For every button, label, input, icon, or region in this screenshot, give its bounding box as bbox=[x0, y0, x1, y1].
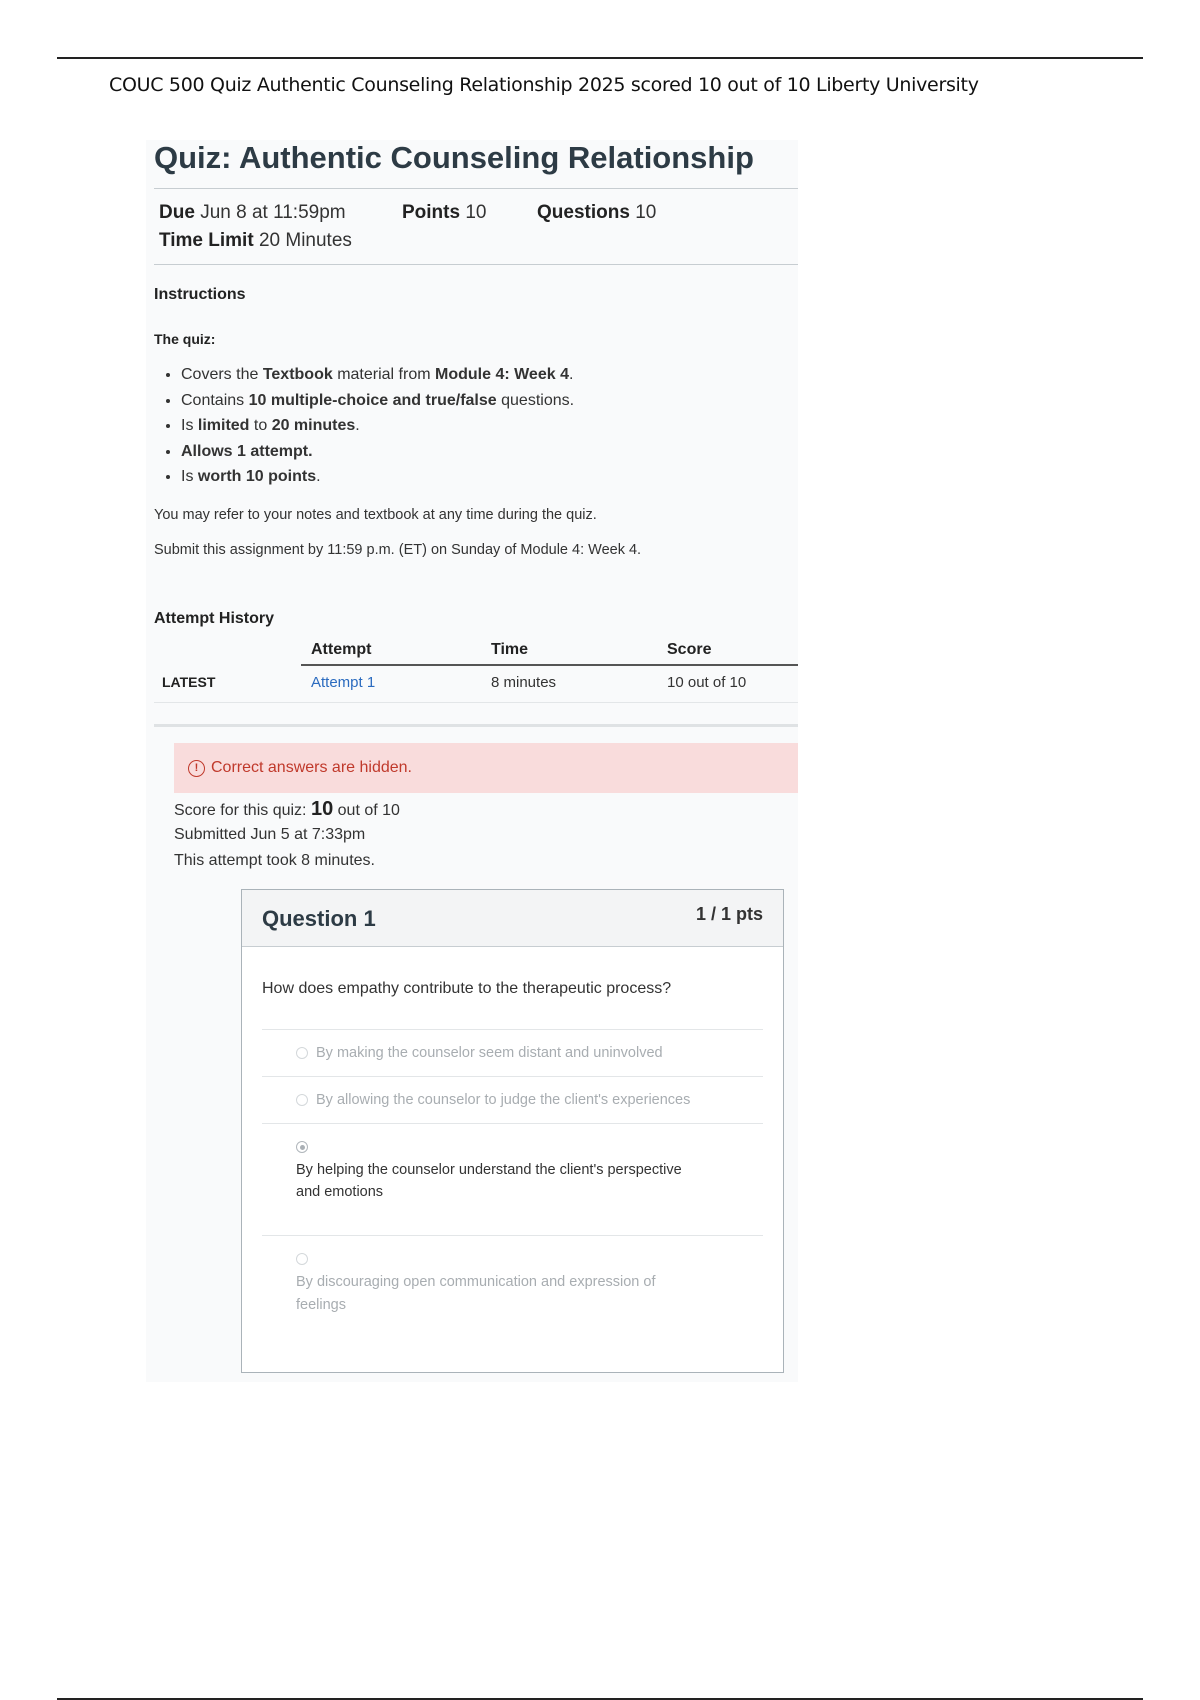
hidden-answers-alert bbox=[174, 743, 798, 793]
option-3-text: By helping the counselor understand the client's perspective and emotions bbox=[296, 1162, 682, 1200]
bullet-textbook: • Covers the Textbook material from Module 4: Week 4. bbox=[181, 362, 574, 388]
quiz-screenshot bbox=[146, 140, 798, 1382]
time-limit-value: 20 Minutes bbox=[258, 230, 352, 251]
meta-divider bbox=[154, 264, 798, 265]
submitted-date: Submitted Jun 5 at 7:33pm bbox=[174, 826, 366, 843]
option-3-radio[interactable] bbox=[296, 1141, 308, 1153]
score-value: 10 bbox=[310, 798, 334, 820]
option-2-text: By allowing the counselor to judge the client's experiences bbox=[316, 1092, 691, 1108]
bullet-question-types: • Contains 10 multiple-choice and true/false questions. bbox=[181, 388, 574, 414]
questions-meta bbox=[537, 202, 656, 224]
instructions-list bbox=[154, 362, 574, 490]
option-divider bbox=[262, 1123, 763, 1124]
question-header bbox=[242, 890, 783, 947]
option-1-text: By making the counselor seem distant and uninvolved bbox=[316, 1045, 663, 1061]
col-attempt: Attempt bbox=[311, 641, 372, 658]
title-divider bbox=[154, 188, 798, 189]
question-card bbox=[241, 889, 784, 1373]
bullet-attempts: • Allows 1 attempt. bbox=[181, 439, 574, 465]
option-4-radio[interactable] bbox=[296, 1253, 308, 1265]
notes-permission: You may refer to your notes and textbook at any time during the quiz. bbox=[154, 507, 597, 523]
option-divider bbox=[262, 1076, 763, 1077]
option-divider bbox=[262, 1235, 763, 1236]
attempt-duration: This attempt took 8 minutes. bbox=[174, 852, 375, 869]
alert-text: Correct answers are hidden. bbox=[211, 759, 412, 776]
attempt-time: 8 minutes bbox=[491, 674, 557, 691]
question-title: Question 1 bbox=[262, 906, 376, 931]
option-4-text: By discouraging open communication and expression of feelings bbox=[296, 1274, 656, 1313]
quiz-title: Quiz: Authentic Counseling Relationship bbox=[154, 140, 754, 175]
col-score: Score bbox=[667, 641, 712, 658]
option-1-radio[interactable] bbox=[296, 1047, 308, 1059]
option-divider bbox=[262, 1029, 763, 1030]
section-divider bbox=[154, 724, 798, 727]
points-label: Points bbox=[402, 202, 461, 223]
attempt-1-link[interactable]: Attempt 1 bbox=[311, 674, 376, 691]
quiz-score: Score for this quiz: 10 out of 10 bbox=[174, 798, 400, 820]
instructions-heading: Instructions bbox=[154, 286, 246, 303]
option-2-radio[interactable] bbox=[296, 1094, 308, 1106]
due-value: Jun 8 at 11:59pm bbox=[200, 202, 346, 223]
due-date bbox=[159, 202, 346, 224]
time-limit-label: Time Limit bbox=[159, 230, 254, 251]
due-label: Due bbox=[159, 202, 195, 223]
table-row-border bbox=[154, 702, 798, 703]
question-text: How does empathy contribute to the therapeutic process? bbox=[262, 980, 672, 997]
info-circle-icon: ! bbox=[188, 760, 205, 777]
top-rule bbox=[57, 57, 1143, 59]
latest-tag: LATEST bbox=[162, 674, 216, 690]
time-limit bbox=[159, 230, 352, 252]
question-points: 1 / 1 pts bbox=[695, 904, 763, 924]
col-time: Time bbox=[491, 641, 529, 658]
attempt-history-heading: Attempt History bbox=[154, 610, 275, 627]
points-meta bbox=[402, 202, 486, 224]
questions-value: 10 bbox=[635, 202, 657, 223]
document-header: COUC 500 Quiz Authentic Counseling Relationship 2025 scored 10 out of 10 Liberty University bbox=[109, 74, 979, 96]
table-header-border bbox=[301, 664, 798, 666]
attempt-score: 10 out of 10 bbox=[667, 674, 747, 691]
bullet-time-limit: • Is limited to 20 minutes. bbox=[181, 413, 574, 439]
questions-label: Questions bbox=[537, 202, 630, 223]
submission-deadline: Submit this assignment by 11:59 p.m. (ET) on Sunday of Module 4: Week 4. bbox=[154, 542, 642, 558]
quiz-subheading: The quiz: bbox=[154, 331, 216, 347]
points-value: 10 bbox=[465, 202, 487, 223]
bullet-points: • Is worth 10 points. bbox=[181, 464, 574, 490]
